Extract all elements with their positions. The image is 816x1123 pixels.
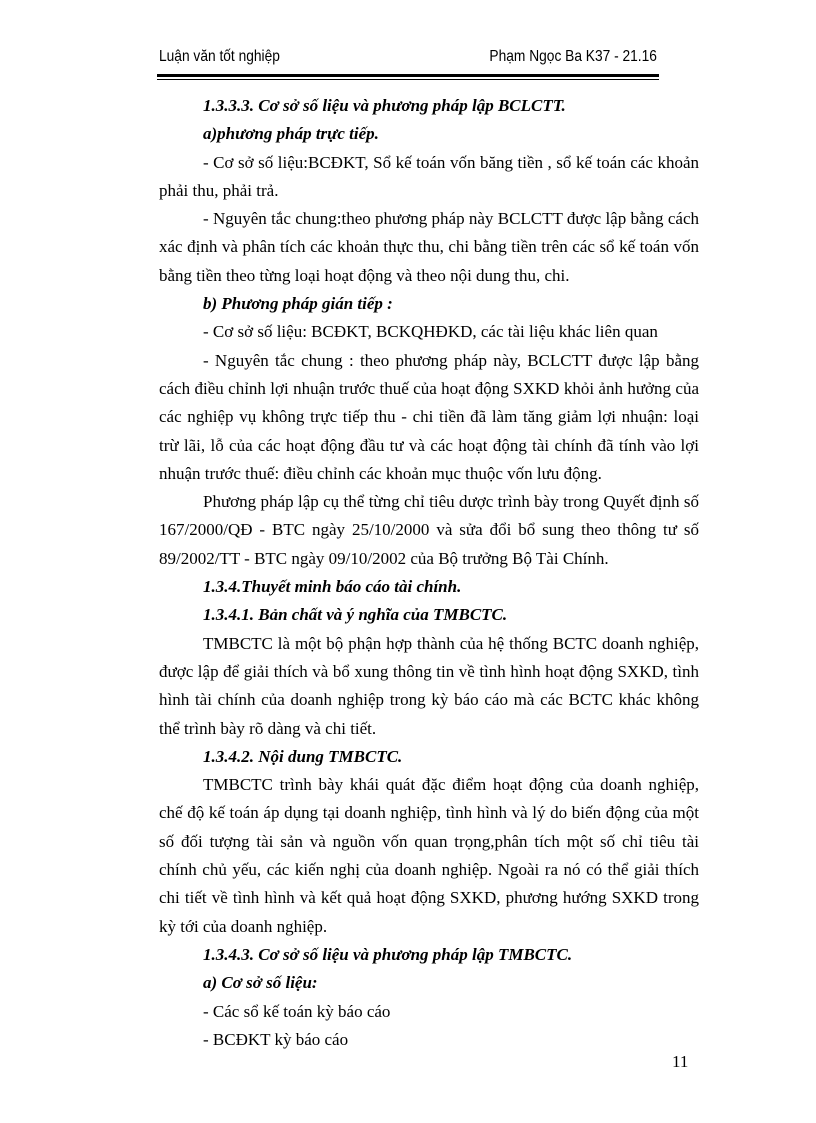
body-paragraph: - Các sổ kế toán kỳ báo cáo <box>203 1001 391 1021</box>
subsection-heading: a)phương pháp trực tiếp. <box>203 124 379 144</box>
section-heading: 1.3.4.2. Nội dung TMBCTC. <box>203 746 403 766</box>
section-heading: 1.3.4.1. Bản chất và ý nghĩa của TMBCTC. <box>203 605 508 625</box>
body-paragraph: - BCĐKT kỳ báo cáo <box>203 1029 349 1049</box>
page-header <box>159 48 657 74</box>
body-paragraph: Phương pháp lập cụ thể từng chỉ tiêu dược trình bày trong Quyết định số 167/2000/QĐ - BTC ngày 25/10/2000 và sửa đổi bổ sung theo thông tư số 89/2002/TT - BTC ngày 09/10/2002 của Bộ trưởng Bộ Tài Chính. <box>159 492 699 568</box>
body-paragraph: TMBCTC trình bày khái quát đặc điểm hoạt động của doanh nghiệp, chế độ kế toán áp dụng tại doanh nghiệp, tình hình và lý do biến động của một số đối tượng tài sản và nguồn vốn quan trọng,phân tích một số chỉ tiêu tài chính chủ yếu, các kiến nghị của doanh nghiệp. Ngoài ra nó có thể giải thích chi tiết về tình hình và kết quả hoạt động SXKD, phương hướng SXKD trong kỳ tới của doanh nghiệp. <box>159 775 699 936</box>
section-heading: 1.3.4.3. Cơ sở số liệu và phương pháp lập TMBCTC. <box>203 944 573 964</box>
header-rule-thick <box>157 74 659 77</box>
section-heading: 1.3.3.3. Cơ sở số liệu và phương pháp lập BCLCTT. <box>203 96 566 115</box>
page-body <box>159 92 699 1054</box>
page-number: 11 <box>672 1052 689 1071</box>
subsection-heading: a) Cơ sở số liệu: <box>203 973 318 993</box>
header-rule-thin <box>157 79 659 80</box>
subsection-heading: b) Phương pháp gián tiếp : <box>203 294 393 314</box>
body-paragraph: - Cơ sở số liệu: BCĐKT, BCKQHĐKD, các tài liệu khác liên quan <box>203 322 658 342</box>
body-paragraph: - Cơ sở số liệu:BCĐKT, Sổ kế toán vốn băng tiền , sổ kế toán các khoản phải thu, phải trả. <box>159 152 699 200</box>
header-title: Luận văn tốt nghiệp <box>159 48 280 65</box>
section-heading: 1.3.4.Thuyết minh báo cáo tài chính. <box>203 577 462 597</box>
header-author: Phạm Ngọc Ba K37 - 21.16 <box>489 48 657 65</box>
body-paragraph: - Nguyên tắc chung : theo phương pháp này, BCLCTT được lập bằng cách điều chỉnh lợi nhuận trước thuế của hoạt động SXKD khỏi ảnh hưởng của các nghiệp vụ không trực tiếp thu - chi tiền đã làm tăng giảm lợi nhuận: loại trừ lãi, lỗ của các hoạt động đầu tư và các hoạt động tài chính đã tính vào lợi nhuận trước thuế: điều chỉnh các khoản mục thuộc vốn lưu động. <box>159 350 699 483</box>
body-paragraph: - Nguyên tắc chung:theo phương pháp này BCLCTT được lập bằng cách xác định và phân tích các khoản thực thu, chi bằng tiền trên các sổ kế toán vốn bằng tiền theo từng loại hoạt động và theo nội dung thu, chi. <box>159 209 699 285</box>
body-paragraph: TMBCTC là một bộ phận hợp thành của hệ thống BCTC doanh nghiệp, được lập để giải thích và bổ xung thông tin về tình hình hoạt động SXKD, tình hình tài chính của doanh nghiệp trong kỳ báo cáo mà các BCTC khác không thể trình bày rõ dàng và chi tiết. <box>159 633 699 738</box>
